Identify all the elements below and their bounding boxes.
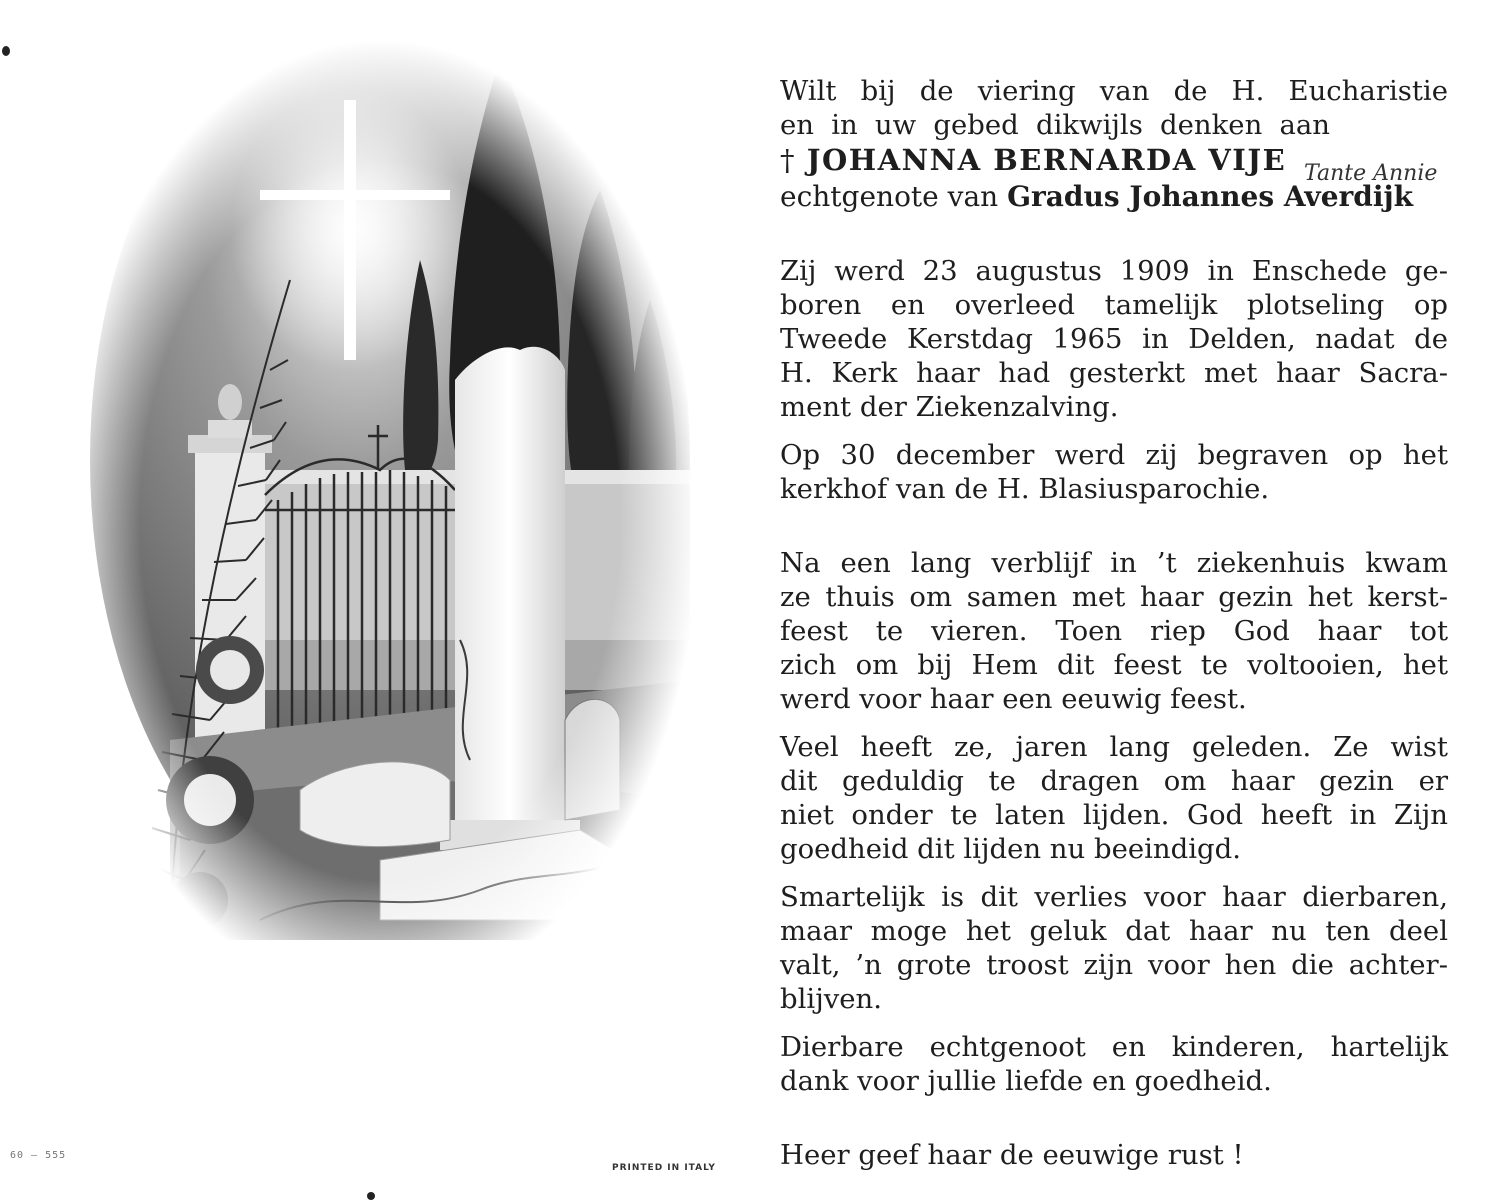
text-line: kerkhof van de H. Blasiusparochie. [780,473,1270,505]
text-line: Smartelijk is dit verlies voor haar dierbaren, [780,881,1448,913]
closing-prayer: Heer geef haar de eeuwige rust ! [780,1139,1244,1171]
text-line: dit geduldig te dragen om haar gezin er [780,765,1448,797]
text-line: Veel heeft ze, jaren lang geleden. Ze wist [780,731,1448,763]
deceased-name: JOHANNA BERNARDA VIJE [806,143,1287,177]
text-line: Na een lang verblijf in ’t ziekenhuis kwam [780,547,1448,579]
text-line: goedheid dit lijden nu beeindigd. [780,833,1241,865]
text-line: Dierbare echtgenoot en kinderen, hartelijk [780,1031,1448,1063]
printed-in-label: PRINTED IN ITALY [612,1163,716,1173]
biography-paragraph [780,254,1448,424]
text-line: feest te vieren. Toen riep God haar tot [780,615,1448,647]
reflection-paragraph [780,730,1448,866]
text-line: dank voor jullie liefde en goedheid. [780,1065,1272,1097]
spouse-line [780,180,1448,214]
reflection-paragraph [780,880,1448,1016]
deceased-name-line [780,142,1448,178]
spouse-name: Gradus Johannes Averdijk [1007,180,1413,213]
thanks-paragraph [780,1030,1448,1098]
text-line: werd voor haar een eeuwig feest. [780,683,1247,715]
text-line: boren en overleed tamelijk plotseling op [780,289,1448,321]
intro-line: Wilt bij de viering van de H. Eucharistie [780,75,1448,107]
text-line: Zij werd 23 augustus 1909 in Enschede ge- [780,255,1448,287]
scan-speck [2,46,10,56]
text-line: Op 30 december werd zij begraven op het [780,439,1448,471]
text-line: maar moge het geluk dat haar nu ten deel [780,915,1448,947]
memorial-text [780,74,1448,1172]
cross-symbol: † [780,143,796,177]
text-line: ze thuis om samen met haar gezin het kerst- [780,581,1448,613]
text-line: H. Kerk haar had gesterkt met haar Sacra- [780,357,1448,389]
cemetery-illustration [60,40,700,1000]
scan-speck [367,1192,375,1200]
text-line: niet onder te laten lijden. God heeft in Zijn [780,799,1448,831]
text-line: ment der Ziekenzalving. [780,391,1119,423]
spouse-prefix: echtgenote van [780,180,999,213]
text-line: valt, ’n grote troost zijn voor hen die achter- [780,949,1448,981]
intro-line: en in uw gebed dikwijls denken aan [780,109,1330,141]
handwritten-note-text: Tante Annie [1304,161,1438,186]
text-line: blijven. [780,983,882,1015]
text-line: Tweede Kerstdag 1965 in Delden, nadat de [780,323,1448,355]
reflection-paragraph [780,546,1448,716]
burial-paragraph [780,438,1448,506]
print-code: 60 — 555 [10,1150,67,1161]
text-line: zich om bij Hem dit feest te voltooien, het [780,649,1448,681]
